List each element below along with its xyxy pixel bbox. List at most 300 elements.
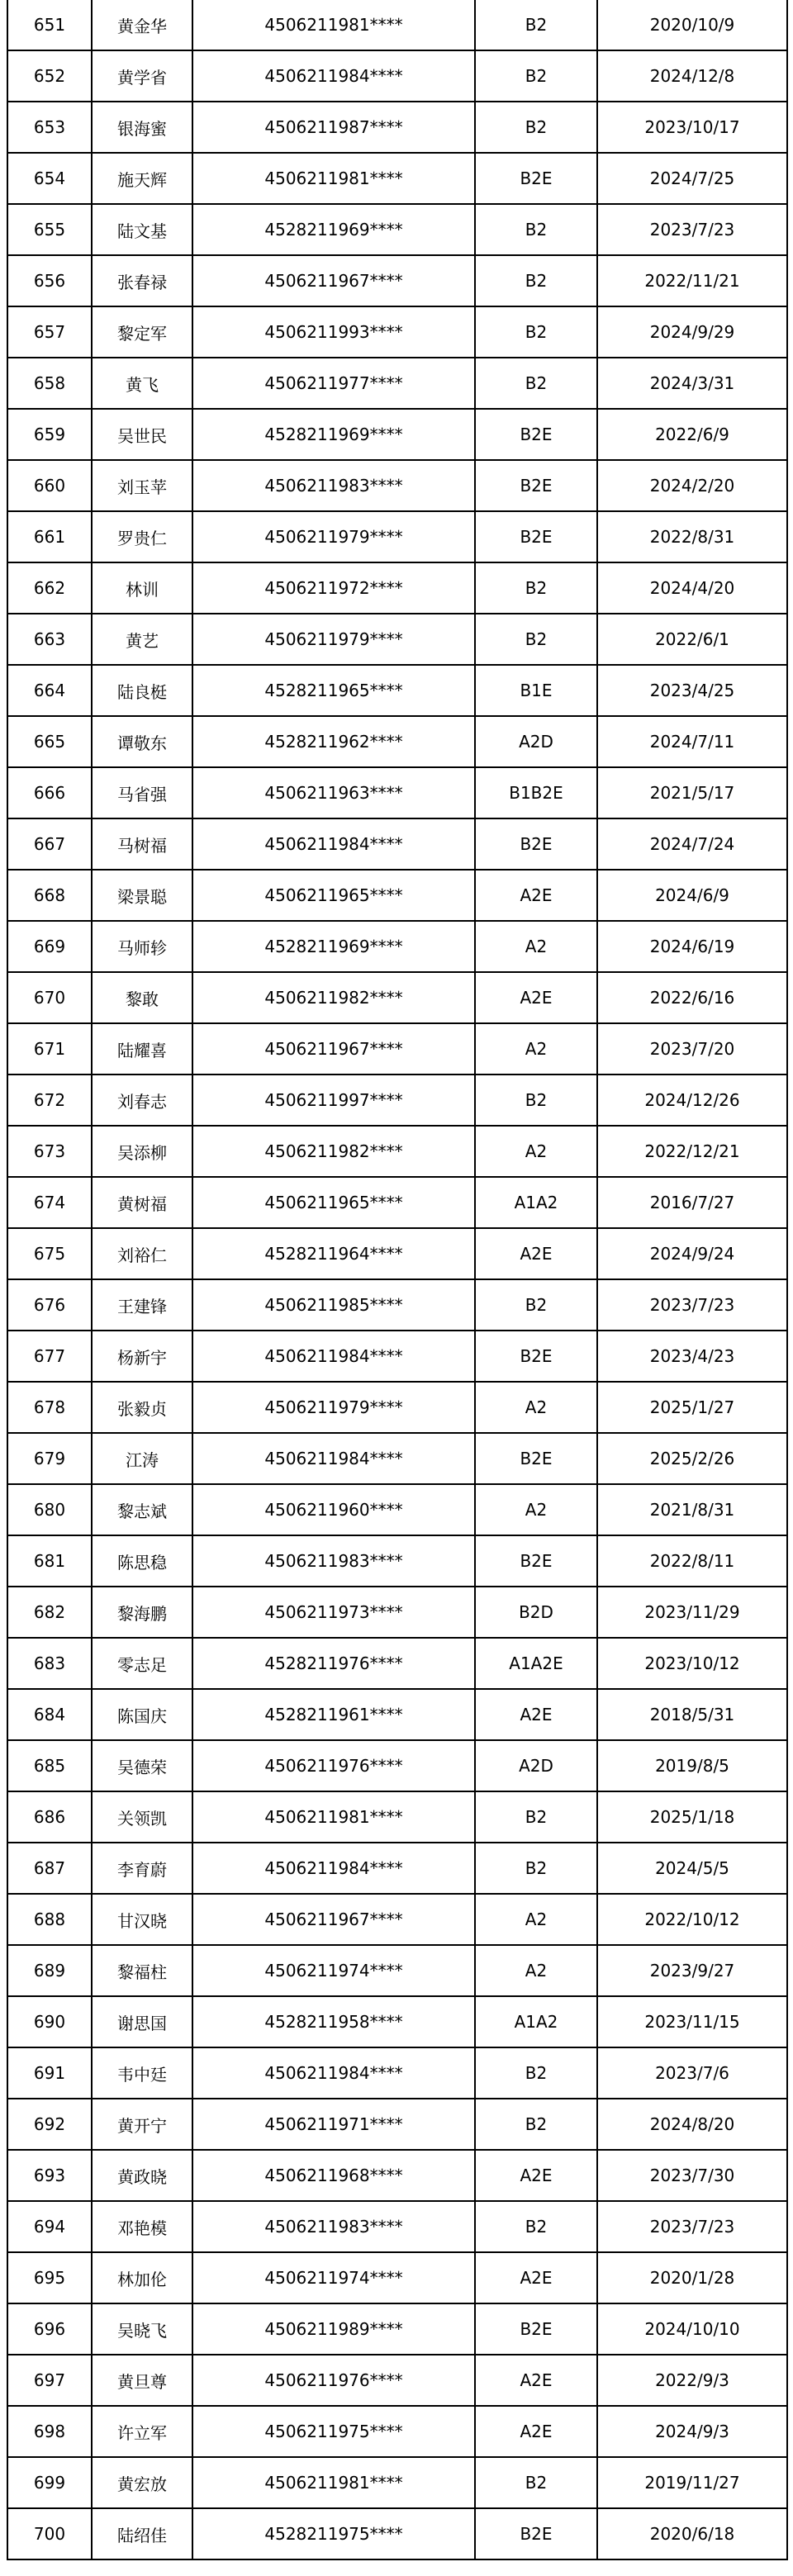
- date-cell: 2022/8/11: [597, 1535, 787, 1587]
- name-cell: 黄政晓: [92, 2150, 192, 2201]
- table-row: [7, 409, 787, 460]
- table-row: [7, 1331, 787, 1382]
- id-number-cell: 4528211969****: [192, 409, 475, 460]
- date-cell: 2025/2/26: [597, 1433, 787, 1484]
- table-row: [7, 2252, 787, 2303]
- date-cell: 2024/7/11: [597, 716, 787, 767]
- date-cell: 2022/10/12: [597, 1894, 787, 1945]
- date-cell: 2023/4/25: [597, 665, 787, 716]
- serial-number-cell: 694: [7, 2201, 92, 2252]
- table-row: [7, 2355, 787, 2406]
- id-number-cell: 4506211967****: [192, 1023, 475, 1075]
- name-cell: 刘裕仁: [92, 1228, 192, 1279]
- id-number-cell: 4506211979****: [192, 614, 475, 665]
- serial-number-cell: 699: [7, 2457, 92, 2508]
- id-number-cell: 4506211983****: [192, 460, 475, 511]
- date-cell: 2021/5/17: [597, 767, 787, 818]
- name-cell: 施天辉: [92, 153, 192, 204]
- table-row: [7, 1689, 787, 1740]
- id-number-cell: 4506211971****: [192, 2099, 475, 2150]
- date-cell: 2020/6/18: [597, 2508, 787, 2559]
- name-cell: 吴德荣: [92, 1740, 192, 1791]
- serial-number-cell: 698: [7, 2406, 92, 2457]
- date-cell: 2022/8/31: [597, 511, 787, 562]
- table-row: [7, 511, 787, 562]
- date-cell: 2023/7/23: [597, 1279, 787, 1331]
- license-class-cell: B2E: [475, 153, 597, 204]
- license-class-cell: A2: [475, 1894, 597, 1945]
- license-class-cell: B2: [475, 255, 597, 306]
- table-row: [7, 1177, 787, 1228]
- serial-number-cell: 657: [7, 306, 92, 358]
- table-row: [7, 50, 787, 102]
- serial-number-cell: 678: [7, 1382, 92, 1433]
- table-row: [7, 1126, 787, 1177]
- id-number-cell: 4506211993****: [192, 306, 475, 358]
- id-number-cell: 4506211981****: [192, 1791, 475, 1843]
- license-class-cell: B2E: [475, 1433, 597, 1484]
- name-cell: 陆良梃: [92, 665, 192, 716]
- table-row: [7, 1587, 787, 1638]
- date-cell: 2024/7/25: [597, 153, 787, 204]
- name-cell: 黄树福: [92, 1177, 192, 1228]
- id-number-cell: 4506211963****: [192, 767, 475, 818]
- name-cell: 银海蜜: [92, 102, 192, 153]
- date-cell: 2022/12/21: [597, 1126, 787, 1177]
- date-cell: 2018/5/31: [597, 1689, 787, 1740]
- id-number-cell: 4528211969****: [192, 204, 475, 255]
- serial-number-cell: 692: [7, 2099, 92, 2150]
- name-cell: 梁景聪: [92, 870, 192, 921]
- license-class-cell: B2E: [475, 511, 597, 562]
- date-cell: 2022/11/21: [597, 255, 787, 306]
- license-class-cell: B2: [475, 2099, 597, 2150]
- license-class-cell: A2: [475, 1023, 597, 1075]
- date-cell: 2024/4/20: [597, 562, 787, 614]
- id-number-cell: 4506211960****: [192, 1484, 475, 1535]
- name-cell: 谢思国: [92, 1996, 192, 2047]
- table-row: [7, 1484, 787, 1535]
- license-class-cell: B2: [475, 50, 597, 102]
- id-number-cell: 4506211979****: [192, 1382, 475, 1433]
- id-number-cell: 4506211981****: [192, 2457, 475, 2508]
- name-cell: 黎海鹏: [92, 1587, 192, 1638]
- id-number-cell: 4506211984****: [192, 818, 475, 870]
- name-cell: 谭敬东: [92, 716, 192, 767]
- license-class-cell: B2: [475, 306, 597, 358]
- date-cell: 2020/1/28: [597, 2252, 787, 2303]
- name-cell: 黄旦尊: [92, 2355, 192, 2406]
- id-number-cell: 4506211984****: [192, 1433, 475, 1484]
- date-cell: 2022/9/3: [597, 2355, 787, 2406]
- name-cell: 张春禄: [92, 255, 192, 306]
- name-cell: 许立军: [92, 2406, 192, 2457]
- id-number-cell: 4506211979****: [192, 511, 475, 562]
- serial-number-cell: 695: [7, 2252, 92, 2303]
- license-class-cell: B2: [475, 204, 597, 255]
- date-cell: 2023/7/20: [597, 1023, 787, 1075]
- license-class-cell: A2E: [475, 2355, 597, 2406]
- serial-number-cell: 674: [7, 1177, 92, 1228]
- serial-number-cell: 691: [7, 2047, 92, 2099]
- serial-number-cell: 656: [7, 255, 92, 306]
- license-class-cell: A2E: [475, 1689, 597, 1740]
- date-cell: 2024/9/3: [597, 2406, 787, 2457]
- serial-number-cell: 651: [7, 0, 92, 50]
- license-class-cell: B2: [475, 1843, 597, 1894]
- name-cell: 罗贵仁: [92, 511, 192, 562]
- date-cell: 2024/9/24: [597, 1228, 787, 1279]
- name-cell: 林训: [92, 562, 192, 614]
- id-number-cell: 4506211976****: [192, 1740, 475, 1791]
- name-cell: 黄飞: [92, 358, 192, 409]
- serial-number-cell: 683: [7, 1638, 92, 1689]
- serial-number-cell: 672: [7, 1075, 92, 1126]
- serial-number-cell: 654: [7, 153, 92, 204]
- date-cell: 2023/11/29: [597, 1587, 787, 1638]
- license-class-cell: B2: [475, 1075, 597, 1126]
- id-number-cell: 4506211965****: [192, 1177, 475, 1228]
- table-row: [7, 2406, 787, 2457]
- date-cell: 2022/6/1: [597, 614, 787, 665]
- serial-number-cell: 658: [7, 358, 92, 409]
- id-number-cell: 4506211974****: [192, 2252, 475, 2303]
- license-class-cell: A2: [475, 921, 597, 972]
- id-number-cell: 4506211983****: [192, 2201, 475, 2252]
- table-row: [7, 1638, 787, 1689]
- table-row: [7, 2508, 787, 2559]
- name-cell: 吴世民: [92, 409, 192, 460]
- date-cell: 2025/1/18: [597, 1791, 787, 1843]
- serial-number-cell: 668: [7, 870, 92, 921]
- license-class-cell: A2D: [475, 716, 597, 767]
- serial-number-cell: 669: [7, 921, 92, 972]
- id-number-cell: 4506211982****: [192, 1126, 475, 1177]
- license-roster-table: [7, 0, 788, 2560]
- license-class-cell: A2D: [475, 1740, 597, 1791]
- table-row: [7, 2303, 787, 2355]
- serial-number-cell: 652: [7, 50, 92, 102]
- table-row: [7, 716, 787, 767]
- date-cell: 2023/10/12: [597, 1638, 787, 1689]
- serial-number-cell: 680: [7, 1484, 92, 1535]
- date-cell: 2022/6/16: [597, 972, 787, 1023]
- id-number-cell: 4506211987****: [192, 102, 475, 153]
- date-cell: 2024/3/31: [597, 358, 787, 409]
- name-cell: 黎定军: [92, 306, 192, 358]
- serial-number-cell: 693: [7, 2150, 92, 2201]
- id-number-cell: 4528211975****: [192, 2508, 475, 2559]
- serial-number-cell: 666: [7, 767, 92, 818]
- serial-number-cell: 671: [7, 1023, 92, 1075]
- license-class-cell: B2: [475, 1791, 597, 1843]
- license-class-cell: B2E: [475, 460, 597, 511]
- license-class-cell: B2: [475, 2201, 597, 2252]
- license-class-cell: A2: [475, 1945, 597, 1996]
- date-cell: 2024/12/26: [597, 1075, 787, 1126]
- id-number-cell: 4528211962****: [192, 716, 475, 767]
- table-row: [7, 1433, 787, 1484]
- license-class-cell: B2: [475, 102, 597, 153]
- date-cell: 2024/6/19: [597, 921, 787, 972]
- id-number-cell: 4506211975****: [192, 2406, 475, 2457]
- license-class-cell: A1A2: [475, 1177, 597, 1228]
- table-row: [7, 255, 787, 306]
- license-class-cell: A2E: [475, 2150, 597, 2201]
- license-class-cell: B2: [475, 1279, 597, 1331]
- name-cell: 刘春志: [92, 1075, 192, 1126]
- name-cell: 黄艺: [92, 614, 192, 665]
- serial-number-cell: 696: [7, 2303, 92, 2355]
- license-class-cell: B2E: [475, 818, 597, 870]
- license-class-cell: B2: [475, 2047, 597, 2099]
- table-row: [7, 870, 787, 921]
- date-cell: 2024/6/9: [597, 870, 787, 921]
- serial-number-cell: 697: [7, 2355, 92, 2406]
- table-row: [7, 1228, 787, 1279]
- serial-number-cell: 687: [7, 1843, 92, 1894]
- license-class-cell: A2E: [475, 2406, 597, 2457]
- serial-number-cell: 660: [7, 460, 92, 511]
- id-number-cell: 4528211976****: [192, 1638, 475, 1689]
- license-class-cell: B2E: [475, 2508, 597, 2559]
- serial-number-cell: 664: [7, 665, 92, 716]
- license-class-cell: A2: [475, 1484, 597, 1535]
- table-row: [7, 1791, 787, 1843]
- name-cell: 刘玉苹: [92, 460, 192, 511]
- id-number-cell: 4506211977****: [192, 358, 475, 409]
- id-number-cell: 4528211969****: [192, 921, 475, 972]
- id-number-cell: 4506211984****: [192, 1843, 475, 1894]
- id-number-cell: 4506211968****: [192, 2150, 475, 2201]
- id-number-cell: 4506211982****: [192, 972, 475, 1023]
- serial-number-cell: 675: [7, 1228, 92, 1279]
- serial-number-cell: 659: [7, 409, 92, 460]
- table-row: [7, 972, 787, 1023]
- license-class-cell: A2: [475, 1382, 597, 1433]
- date-cell: 2019/8/5: [597, 1740, 787, 1791]
- table-row: [7, 204, 787, 255]
- date-cell: 2019/11/27: [597, 2457, 787, 2508]
- license-class-cell: B2E: [475, 409, 597, 460]
- date-cell: 2025/1/27: [597, 1382, 787, 1433]
- name-cell: 甘汉晓: [92, 1894, 192, 1945]
- name-cell: 陆文基: [92, 204, 192, 255]
- table-row: [7, 153, 787, 204]
- serial-number-cell: 679: [7, 1433, 92, 1484]
- roster-body: [7, 0, 787, 2559]
- serial-number-cell: 689: [7, 1945, 92, 1996]
- id-number-cell: 4506211989****: [192, 2303, 475, 2355]
- id-number-cell: 4506211973****: [192, 1587, 475, 1638]
- license-class-cell: B2: [475, 614, 597, 665]
- table-row: [7, 562, 787, 614]
- license-class-cell: B2: [475, 2457, 597, 2508]
- table-row: [7, 1843, 787, 1894]
- license-class-cell: A1A2E: [475, 1638, 597, 1689]
- name-cell: 陈思稳: [92, 1535, 192, 1587]
- table-row: [7, 1535, 787, 1587]
- serial-number-cell: 677: [7, 1331, 92, 1382]
- id-number-cell: 4506211997****: [192, 1075, 475, 1126]
- serial-number-cell: 661: [7, 511, 92, 562]
- serial-number-cell: 690: [7, 1996, 92, 2047]
- serial-number-cell: 700: [7, 2508, 92, 2559]
- id-number-cell: 4506211967****: [192, 1894, 475, 1945]
- table-row: [7, 1740, 787, 1791]
- id-number-cell: 4506211981****: [192, 0, 475, 50]
- name-cell: 杨新宇: [92, 1331, 192, 1382]
- date-cell: 2024/2/20: [597, 460, 787, 511]
- date-cell: 2024/8/20: [597, 2099, 787, 2150]
- name-cell: 黄学省: [92, 50, 192, 102]
- name-cell: 关领凯: [92, 1791, 192, 1843]
- name-cell: 黎福柱: [92, 1945, 192, 1996]
- license-class-cell: B2D: [475, 1587, 597, 1638]
- serial-number-cell: 676: [7, 1279, 92, 1331]
- name-cell: 零志足: [92, 1638, 192, 1689]
- name-cell: 王建锋: [92, 1279, 192, 1331]
- date-cell: 2020/10/9: [597, 0, 787, 50]
- name-cell: 马树福: [92, 818, 192, 870]
- license-class-cell: A2E: [475, 1228, 597, 1279]
- date-cell: 2023/10/17: [597, 102, 787, 153]
- name-cell: 邓艳模: [92, 2201, 192, 2252]
- table-row: [7, 665, 787, 716]
- table-row: [7, 1894, 787, 1945]
- name-cell: 林加伦: [92, 2252, 192, 2303]
- serial-number-cell: 670: [7, 972, 92, 1023]
- id-number-cell: 4506211972****: [192, 562, 475, 614]
- license-class-cell: B2: [475, 358, 597, 409]
- name-cell: 黎志斌: [92, 1484, 192, 1535]
- id-number-cell: 4528211961****: [192, 1689, 475, 1740]
- serial-number-cell: 682: [7, 1587, 92, 1638]
- table-row: [7, 2099, 787, 2150]
- id-number-cell: 4506211965****: [192, 870, 475, 921]
- id-number-cell: 4528211965****: [192, 665, 475, 716]
- serial-number-cell: 686: [7, 1791, 92, 1843]
- license-class-cell: A2E: [475, 870, 597, 921]
- name-cell: 韦中廷: [92, 2047, 192, 2099]
- date-cell: 2024/10/10: [597, 2303, 787, 2355]
- id-number-cell: 4506211983****: [192, 1535, 475, 1587]
- table-row: [7, 1382, 787, 1433]
- serial-number-cell: 662: [7, 562, 92, 614]
- table-row: [7, 1279, 787, 1331]
- table-row: [7, 921, 787, 972]
- table-row: [7, 2457, 787, 2508]
- id-number-cell: 4506211984****: [192, 1331, 475, 1382]
- name-cell: 江涛: [92, 1433, 192, 1484]
- license-class-cell: B2E: [475, 1535, 597, 1587]
- id-number-cell: 4506211967****: [192, 255, 475, 306]
- table-row: [7, 358, 787, 409]
- name-cell: 黄金华: [92, 0, 192, 50]
- license-class-cell: A2E: [475, 2252, 597, 2303]
- date-cell: 2023/11/15: [597, 1996, 787, 2047]
- date-cell: 2021/8/31: [597, 1484, 787, 1535]
- name-cell: 吴添柳: [92, 1126, 192, 1177]
- name-cell: 李育蔚: [92, 1843, 192, 1894]
- name-cell: 陆绍佳: [92, 2508, 192, 2559]
- table-row: [7, 102, 787, 153]
- id-number-cell: 4528211964****: [192, 1228, 475, 1279]
- serial-number-cell: 663: [7, 614, 92, 665]
- serial-number-cell: 681: [7, 1535, 92, 1587]
- date-cell: 2023/9/27: [597, 1945, 787, 1996]
- date-cell: 2024/12/8: [597, 50, 787, 102]
- name-cell: 陈国庆: [92, 1689, 192, 1740]
- name-cell: 陆耀喜: [92, 1023, 192, 1075]
- serial-number-cell: 684: [7, 1689, 92, 1740]
- date-cell: 2024/5/5: [597, 1843, 787, 1894]
- date-cell: 2023/7/23: [597, 2201, 787, 2252]
- id-number-cell: 4528211958****: [192, 1996, 475, 2047]
- license-class-cell: B1B2E: [475, 767, 597, 818]
- license-class-cell: B2E: [475, 1331, 597, 1382]
- table-row: [7, 306, 787, 358]
- serial-number-cell: 665: [7, 716, 92, 767]
- date-cell: 2023/7/23: [597, 204, 787, 255]
- serial-number-cell: 673: [7, 1126, 92, 1177]
- table-row: [7, 2201, 787, 2252]
- date-cell: 2016/7/27: [597, 1177, 787, 1228]
- name-cell: 黄开宁: [92, 2099, 192, 2150]
- date-cell: 2022/6/9: [597, 409, 787, 460]
- name-cell: 张毅贞: [92, 1382, 192, 1433]
- table-row: [7, 1945, 787, 1996]
- table-row: [7, 0, 787, 50]
- serial-number-cell: 655: [7, 204, 92, 255]
- table-row: [7, 1023, 787, 1075]
- id-number-cell: 4506211981****: [192, 153, 475, 204]
- table-row: [7, 767, 787, 818]
- table-row: [7, 1075, 787, 1126]
- license-class-cell: B2: [475, 0, 597, 50]
- table-row: [7, 614, 787, 665]
- license-class-cell: A2: [475, 1126, 597, 1177]
- license-class-cell: B2E: [475, 2303, 597, 2355]
- date-cell: 2023/7/30: [597, 2150, 787, 2201]
- id-number-cell: 4506211976****: [192, 2355, 475, 2406]
- table-row: [7, 460, 787, 511]
- table-row: [7, 2150, 787, 2201]
- serial-number-cell: 653: [7, 102, 92, 153]
- name-cell: 马师轸: [92, 921, 192, 972]
- id-number-cell: 4506211984****: [192, 50, 475, 102]
- serial-number-cell: 667: [7, 818, 92, 870]
- table-row: [7, 2047, 787, 2099]
- table-row: [7, 818, 787, 870]
- license-class-cell: B1E: [475, 665, 597, 716]
- serial-number-cell: 688: [7, 1894, 92, 1945]
- license-class-cell: A1A2: [475, 1996, 597, 2047]
- license-class-cell: A2E: [475, 972, 597, 1023]
- name-cell: 黄宏放: [92, 2457, 192, 2508]
- date-cell: 2023/4/23: [597, 1331, 787, 1382]
- id-number-cell: 4506211974****: [192, 1945, 475, 1996]
- date-cell: 2023/7/6: [597, 2047, 787, 2099]
- date-cell: 2024/7/24: [597, 818, 787, 870]
- table-row: [7, 1996, 787, 2047]
- name-cell: 马省强: [92, 767, 192, 818]
- name-cell: 黎敢: [92, 972, 192, 1023]
- serial-number-cell: 685: [7, 1740, 92, 1791]
- date-cell: 2024/9/29: [597, 306, 787, 358]
- license-class-cell: B2: [475, 562, 597, 614]
- name-cell: 吴晓飞: [92, 2303, 192, 2355]
